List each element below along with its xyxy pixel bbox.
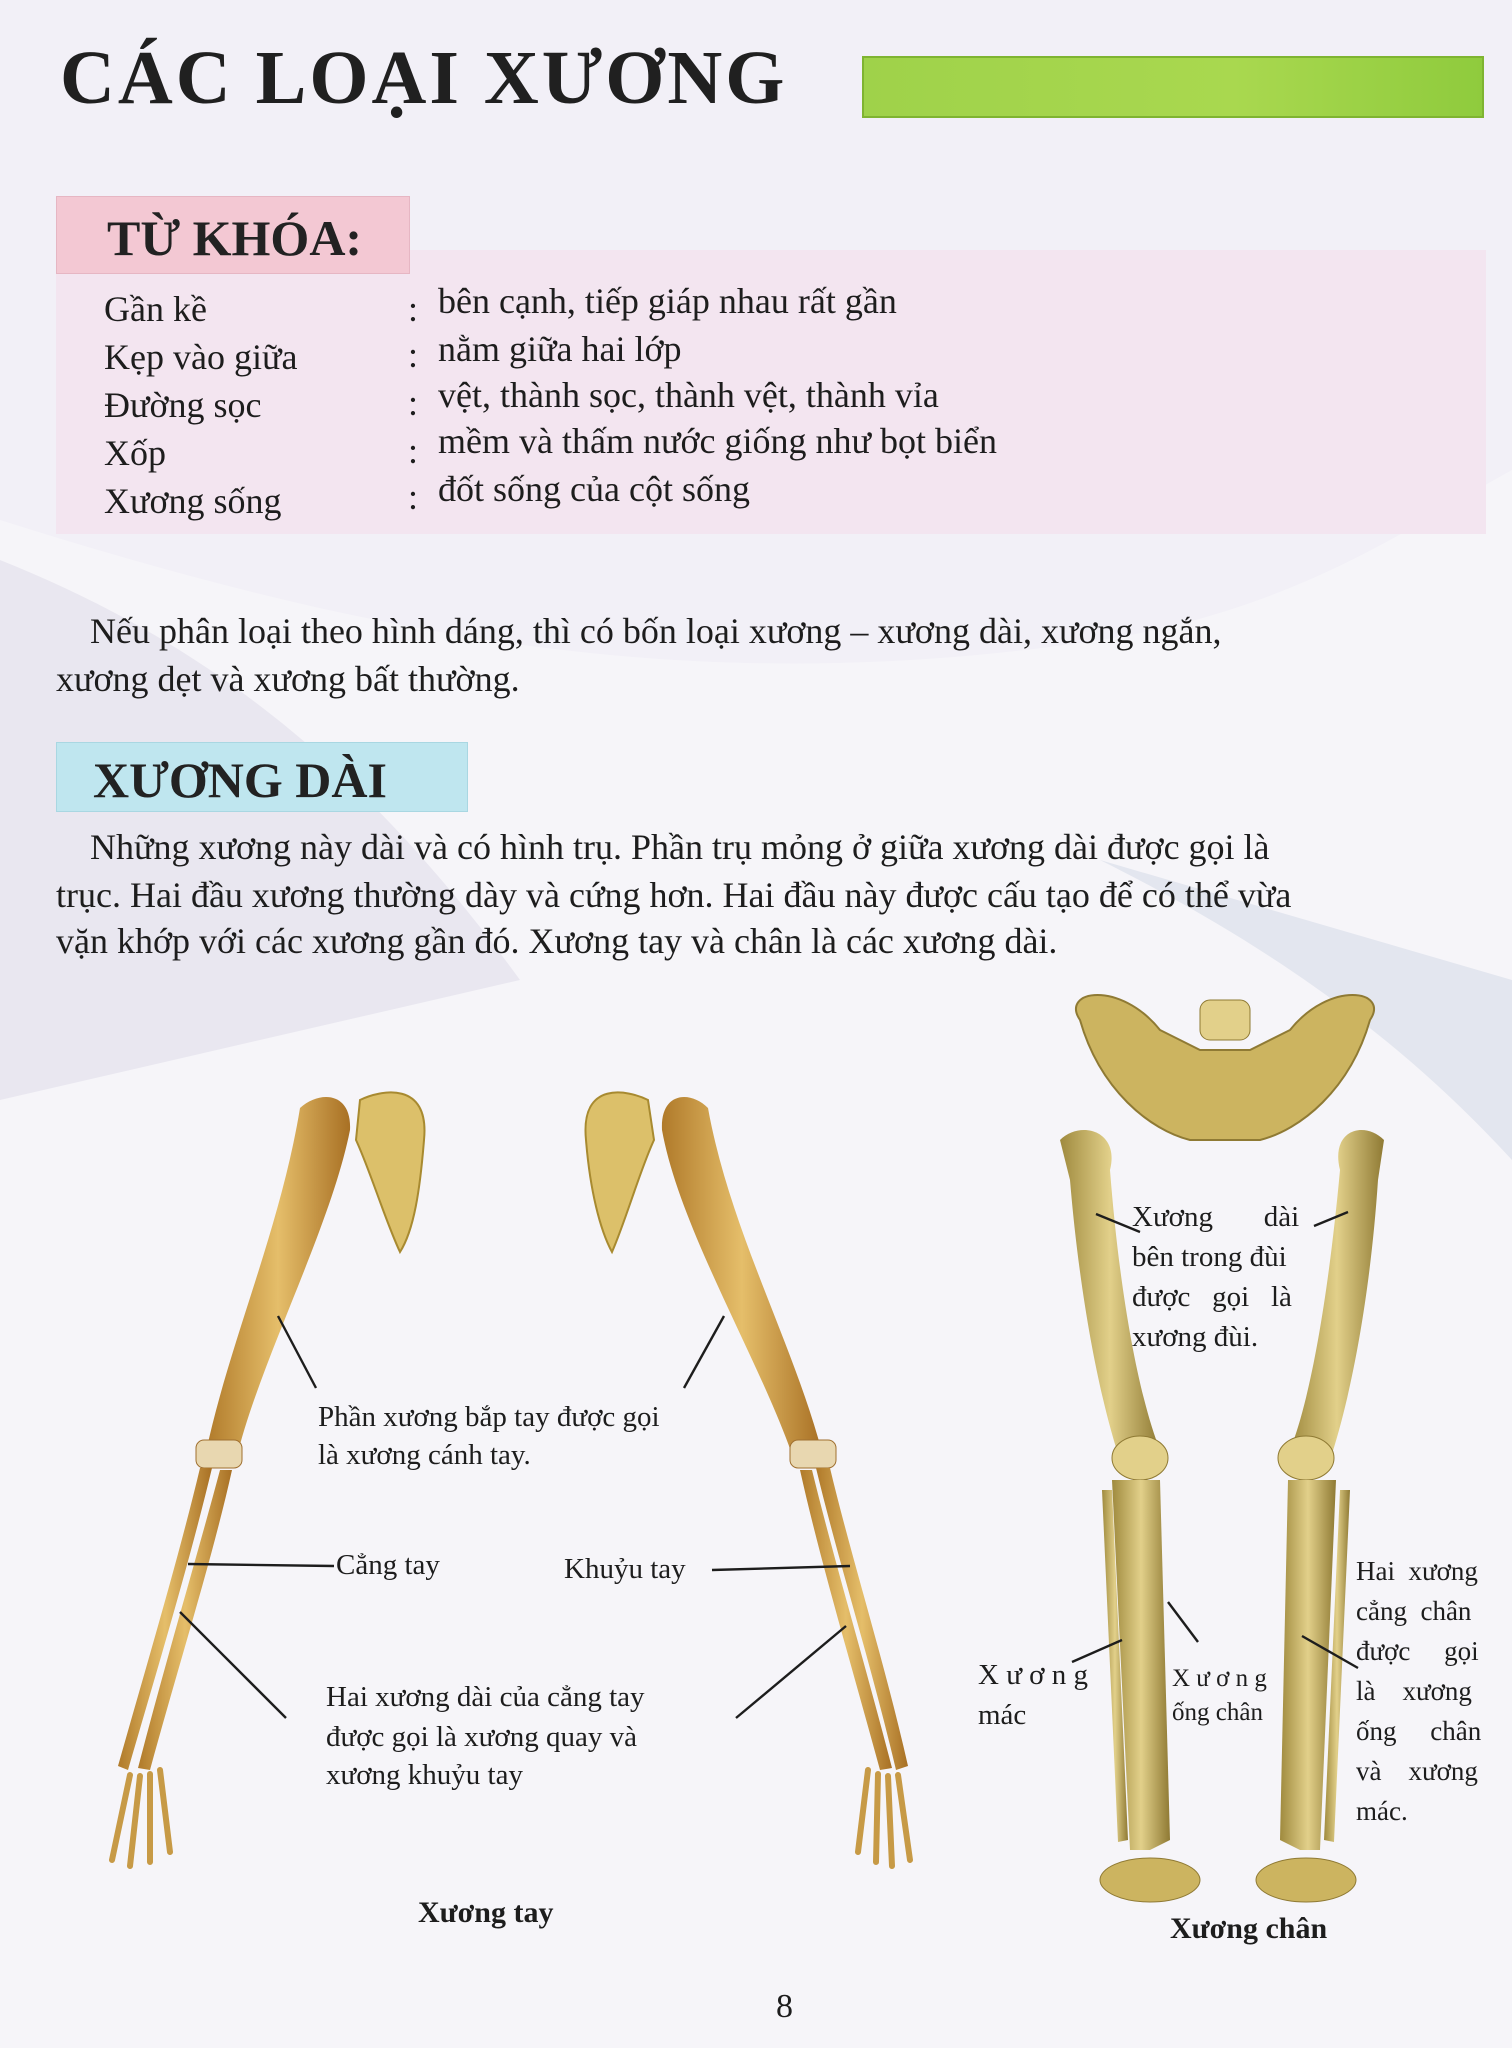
keyword-definition: bên cạnh, tiếp giáp nhau rất gần	[438, 281, 897, 321]
keyword-colon: :	[408, 431, 419, 471]
label-leg-bones-line: là xương	[1356, 1676, 1472, 1706]
label-leg-bones-line: Hai xương	[1356, 1556, 1478, 1586]
page-title: CÁC LOẠI XƯƠNG	[60, 36, 788, 120]
label-femur-line: xương đùi.	[1132, 1321, 1259, 1353]
caption-leg: Xương chân	[1170, 1912, 1328, 1945]
caption-arm: Xương tay	[418, 1896, 554, 1929]
keyword-definition: mềm và thấm nước giống như bọt biển	[438, 421, 997, 461]
long-bones-line: trục. Hai đầu xương thường dày và cứng hơn. Hai đầu này được cấu tạo để có thể vừa	[56, 875, 1292, 915]
intro-line: xương dẹt và xương bất thường.	[56, 659, 520, 699]
label-fibula-line: X ư ơ n g	[978, 1659, 1088, 1691]
page-number: 8	[776, 1988, 793, 2025]
label-leg-bones-line: và xương	[1356, 1756, 1478, 1786]
label-humerus-line: Phần xương bắp tay được gọi	[318, 1401, 660, 1433]
keyword-definition: nằm giữa hai lớp	[438, 329, 682, 369]
long-bones-heading: XƯƠNG DÀI	[93, 752, 387, 808]
label-leg-bones-line: cẳng chân	[1356, 1596, 1472, 1626]
label-elbow: Khuỷu tay	[564, 1553, 686, 1585]
label-tibia-line: X ư ơ n g	[1172, 1665, 1267, 1692]
label-femur-line: Xương dài	[1132, 1201, 1300, 1233]
label-leg-bones-line: ống chân	[1356, 1716, 1482, 1746]
keyword-colon: :	[408, 383, 419, 423]
intro-line: Nếu phân loại theo hình dáng, thì có bốn loại xương – xương dài, xương ngắn,	[90, 611, 1222, 651]
keyword-colon: :	[408, 335, 419, 375]
label-forearm-bones-line: xương khuỷu tay	[326, 1759, 523, 1791]
keyword-definition: vệt, thành sọc, thành vệt, thành vỉa	[438, 375, 939, 415]
label-femur-line: được gọi là	[1132, 1281, 1292, 1313]
long-bones-line: vặn khớp với các xương gần đó. Xương tay và chân là các xương dài.	[56, 921, 1058, 961]
keyword-term: Kẹp vào giữa	[104, 337, 298, 377]
keyword-term: Đường sọc	[104, 385, 262, 425]
keyword-heading: TỪ KHÓA:	[107, 210, 363, 266]
keyword-term: Xương sống	[104, 481, 282, 521]
keyword-colon: :	[408, 289, 419, 329]
keyword-term: Gần kề	[104, 289, 207, 329]
keyword-colon: :	[408, 477, 419, 517]
label-forearm-bones-line: Hai xương dài của cẳng tay	[326, 1681, 645, 1713]
label-fibula-line: mác	[978, 1699, 1027, 1731]
label-forearm-bones-line: được gọi là xương quay và	[326, 1721, 637, 1753]
label-leg-bones-line: mác.	[1356, 1796, 1408, 1826]
long-bones-line: Những xương này dài và có hình trụ. Phần trụ mỏng ở giữa xương dài được gọi là	[90, 827, 1270, 867]
label-femur-line: bên trong đùi	[1132, 1241, 1287, 1273]
label-humerus-line: là xương cánh tay.	[318, 1439, 531, 1471]
label-tibia-line: ống chân	[1172, 1699, 1263, 1726]
label-forearm: Cẳng tay	[336, 1549, 440, 1581]
label-leg-bones-line: được gọi	[1356, 1636, 1479, 1666]
keyword-definition: đốt sống của cột sống	[438, 469, 750, 509]
keyword-term: Xốp	[104, 433, 166, 473]
leg-bones	[1060, 995, 1384, 1902]
